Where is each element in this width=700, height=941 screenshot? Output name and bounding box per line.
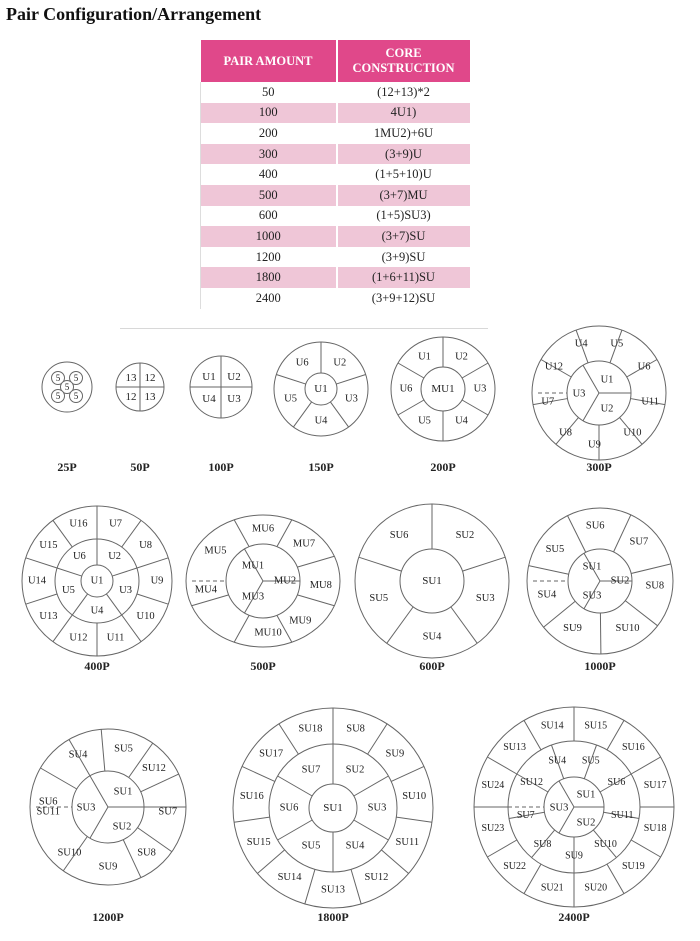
unit-label: U2 [333,357,347,369]
pair-amount-cell: 1200 [201,247,337,268]
unit-label: MU2 [273,575,297,587]
diagram-caption: 150P [308,460,334,474]
header-core-construction-text: CORE CONSTRUCTION [352,46,455,75]
unit-label: SU1 [422,575,442,587]
unit-label: U2 [455,351,468,363]
diagram-caption: 25P [57,460,77,474]
diagram-1000p [527,508,673,673]
unit-label: U12 [69,632,88,644]
pair-amount-cell: 400 [201,164,337,185]
unit-label: SU5 [581,755,600,767]
unit-label: SU6 [38,796,58,808]
unit-label: SU2 [610,575,630,587]
unit-label: SU9 [565,850,583,862]
unit-label: U7 [109,518,122,530]
unit-label: U12 [544,361,564,373]
unit-label: SU3 [582,590,602,602]
unit-label: SU12 [141,762,166,774]
diagram-600p [355,504,509,673]
unit-label: SU15 [246,837,271,849]
unit-label: SU9 [98,861,118,873]
unit-label: SU11 [611,810,634,822]
unit-label: U10 [623,427,642,439]
unit-label: U5 [610,338,624,350]
unit-label: SU9 [385,748,405,760]
unit-label: SU11 [36,806,61,818]
unit-label: U2 [227,371,241,383]
unit-label: U11 [106,632,125,644]
unit-label: U10 [136,610,155,622]
unit-label: SU4 [422,631,442,643]
pair-amount-cell: 1800 [201,267,337,288]
unit-label: SU4 [68,749,88,761]
diagram-300p [532,326,666,474]
diagram-400p [22,506,172,673]
unit-label: U5 [62,584,75,596]
unit-label: U16 [69,518,88,530]
diagram-50p [116,363,164,474]
unit-label: U1 [600,374,614,386]
diagram-caption: 1800P [317,910,349,924]
unit-label: U6 [295,357,309,369]
unit-label: SU5 [369,592,389,604]
diagram-caption: 1200P [92,910,124,924]
unit-label: U4 [455,415,468,427]
unit-label: SU7 [158,806,178,818]
pair-amount-cell: 600 [201,206,337,227]
unit-label: U2 [108,551,122,563]
unit-label: SU3 [76,802,96,814]
unit-label: SU18 [298,723,323,735]
diagram-caption: 500P [250,659,276,673]
unit-label: SU6 [607,777,626,788]
unit-label: MU3 [241,591,265,603]
unit-label: SU2 [112,821,132,833]
unit-label: SU21 [540,882,564,894]
unit-label: 5 [55,391,61,401]
diagram-100p [190,356,252,474]
diagram-caption: 600P [419,659,445,673]
unit-label: SU1 [323,802,343,814]
unit-label: SU22 [503,860,527,872]
unit-label: MU7 [292,538,316,550]
diagram-caption: 400P [84,659,110,673]
unit-label: U7 [541,396,555,408]
unit-label: MU4 [194,584,217,596]
unit-label: U3 [227,393,241,405]
unit-label: SU10 [615,623,640,635]
unit-label: U3 [572,388,586,400]
unit-label: SU14 [540,720,564,732]
unit-label: SU2 [576,817,596,829]
unit-label: SU8 [645,580,665,592]
unit-label: SU2 [455,530,475,542]
unit-label: SU13 [321,884,345,896]
diagram-caption: 300P [586,460,612,474]
unit-label: SU10 [594,839,617,851]
core-construction-cell: 4U1) [337,103,471,124]
unit-label: SU5 [301,840,321,852]
unit-label: U15 [39,540,58,552]
diagram-25p [42,362,92,474]
unit-label: SU17 [259,748,284,760]
unit-label: U5 [284,393,297,405]
unit-label: U6 [637,361,651,373]
unit-label: U9 [150,575,164,587]
unit-label: U8 [559,427,572,439]
unit-label: MU9 [289,615,312,627]
core-construction-cell: (3+9)SU [337,247,471,268]
unit-label: SU7 [301,764,321,776]
unit-label: SU16 [621,742,645,754]
unit-label: U1 [202,371,216,383]
unit-label: U2 [600,403,614,415]
unit-label: SU7 [516,810,535,822]
pair-amount-cell: 50 [201,82,337,103]
unit-label: SU24 [481,779,505,791]
diagram-1800p [233,708,433,924]
unit-label: U4 [574,338,588,350]
core-construction-cell: (3+9)U [337,144,471,165]
unit-label: U4 [202,393,216,405]
unit-label: U3 [119,584,132,596]
unit-label: 12 [144,372,156,384]
unit-label: SU4 [345,840,365,852]
diagram-caption: 1000P [584,659,616,673]
pair-amount-cell: 200 [201,123,337,144]
unit-label: U6 [399,383,413,395]
unit-label: SU15 [584,720,608,732]
unit-label: SU12 [364,872,389,884]
unit-label: SU8 [137,847,156,859]
unit-label: SU3 [367,802,387,814]
diagram-2400p [474,707,674,924]
unit-label: SU13 [503,742,527,754]
header-pair-amount: PAIR AMOUNT [201,40,337,82]
unit-label: SU10 [57,847,82,859]
unit-label: U1 [90,575,104,587]
unit-label: SU6 [389,530,409,542]
unit-label: U13 [39,610,58,622]
diagram-150p [274,342,368,474]
core-construction-cell: (3+7)SU [337,226,471,247]
unit-label: SU5 [545,543,565,555]
unit-label: U4 [314,415,328,427]
unit-label: SU19 [621,860,645,872]
unit-label: SU4 [537,589,557,601]
pair-amount-cell: 500 [201,185,337,206]
unit-label: U9 [588,439,601,451]
core-construction-cell: (12+13)*2 [337,82,471,103]
pair-amount-cell: 300 [201,144,337,165]
unit-label: U5 [418,415,431,427]
core-construction-cell: (3+9+12)SU [337,288,471,309]
core-construction-cell: (1+6+11)SU [337,267,471,288]
unit-label: SU9 [563,623,582,635]
diagram-1200p [30,729,186,924]
unit-label: SU1 [113,786,133,798]
core-construction-cell: (1+5+10)U [337,164,471,185]
pair-amount-cell: 2400 [201,288,337,309]
unit-label: MU1 [431,383,455,395]
unit-label: 13 [125,372,137,384]
diagram-caption: 2400P [558,910,590,924]
unit-label: U1 [418,351,431,363]
unit-label: SU14 [277,872,302,884]
unit-label: U8 [139,540,152,552]
divider-line [600,613,601,654]
diagram-caption: 200P [430,460,456,474]
diagram-caption: 50P [130,460,150,474]
unit-label: SU23 [481,823,505,835]
unit-label: SU11 [395,837,420,849]
unit-label: U1 [314,383,328,395]
unit-label: SU6 [279,802,299,814]
unit-label: SU10 [402,791,427,803]
unit-label: U11 [641,396,660,408]
unit-label: SU8 [346,723,365,735]
diagram-caption: 100P [208,460,234,474]
unit-label: SU1 [576,789,596,801]
pair-amount-cell: 100 [201,103,337,124]
unit-label: SU3 [549,802,569,814]
unit-label: MU1 [241,560,265,572]
diagram-500p [186,515,340,673]
unit-label: SU2 [345,764,365,776]
unit-label: 5 [73,373,79,383]
core-construction-cell: 1MU2)+6U [337,123,471,144]
unit-label: SU7 [629,536,649,548]
unit-label: U14 [27,575,47,587]
unit-label: SU18 [643,823,667,835]
diagram-200p [391,337,495,474]
unit-label: SU4 [548,755,567,767]
unit-label: 5 [64,382,70,392]
unit-label: SU5 [114,743,133,755]
unit-label: MU6 [251,523,275,535]
unit-label: 12 [125,391,137,403]
unit-label: 5 [55,373,61,383]
unit-label: SU20 [584,882,608,894]
unit-label: SU12 [520,777,543,788]
unit-label: U3 [345,393,358,405]
unit-label: SU6 [585,520,605,532]
unit-label: SU17 [643,779,667,791]
unit-label: MU10 [254,627,282,639]
unit-label: U4 [90,605,104,617]
core-construction-cell: (1+5)SU3) [337,206,471,227]
page-title: Pair Configuration/Arrangement [6,4,262,24]
pair-amount-cell: 1000 [201,226,337,247]
unit-label: MU8 [309,580,332,592]
unit-label: U3 [473,383,487,395]
core-construction-cell: (3+7)MU [337,185,471,206]
unit-label: SU1 [582,561,602,573]
unit-label: SU8 [533,839,552,851]
unit-label: SU16 [239,791,264,803]
unit-label: MU5 [204,545,227,557]
unit-label: U6 [72,551,86,563]
unit-label: 5 [73,391,79,401]
unit-label: 13 [144,391,156,403]
unit-label: SU3 [475,592,495,604]
